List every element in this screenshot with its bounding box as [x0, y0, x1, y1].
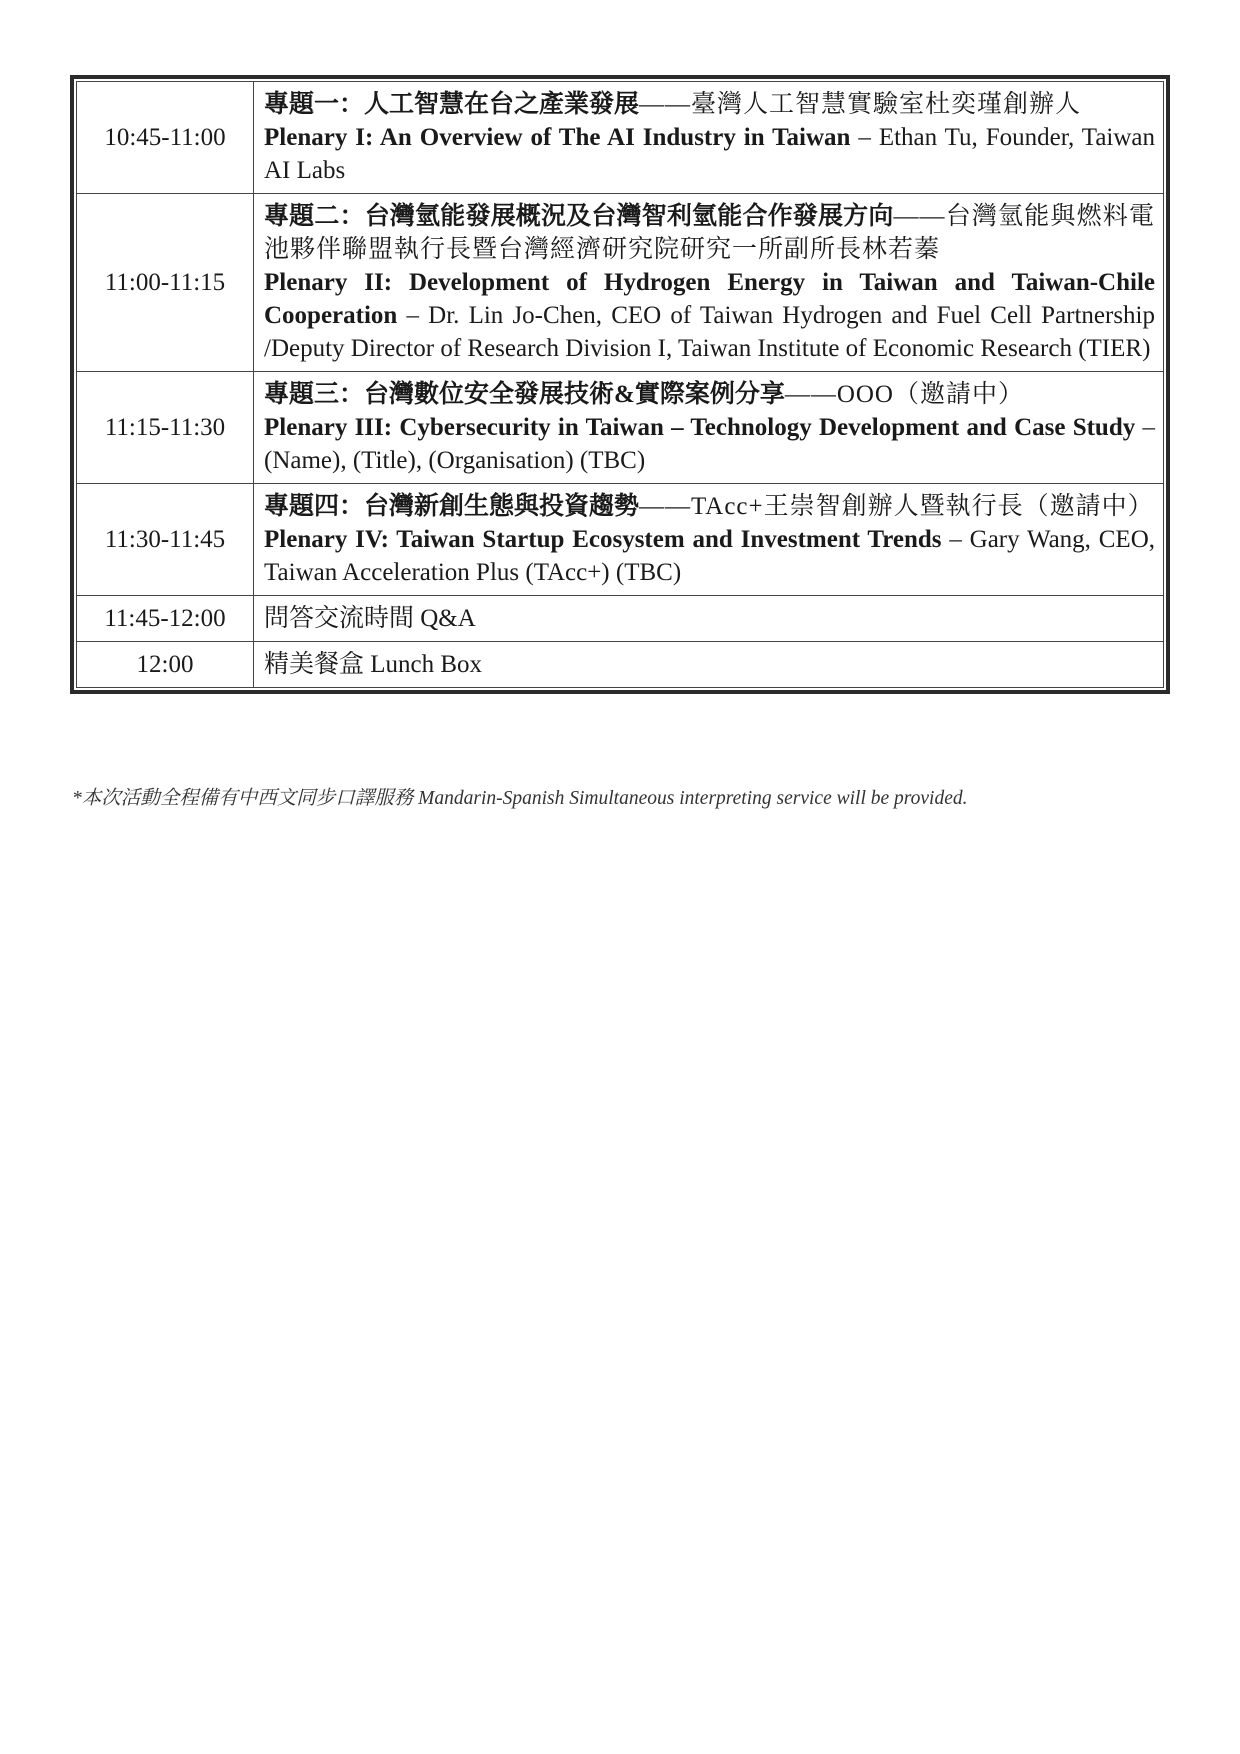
en-line — [264, 523, 1155, 589]
en-speaker: – Dr. Lin Jo-Chen, CEO of Taiwan Hydrogen and Fuel Cell Partnership /Deputy Director of Research Division I, Taiwan Institute of Economic Research (TIER) — [264, 302, 1155, 362]
time-cell: 11:15-11:30 — [77, 372, 254, 484]
zh-session-title: 專題三：台灣數位安全發展技術&實際案例分享 — [264, 381, 785, 408]
time-cell: 11:00-11:15 — [77, 194, 254, 372]
zh-session-title: 專題四：台灣新創生態與投資趨勢 — [264, 493, 640, 520]
zh-speaker: ——臺灣人工智慧實驗室杜奕瑾創辦人 — [639, 91, 1082, 118]
zh-line — [264, 88, 1155, 121]
zh-speaker: ——TAcc+王崇智創辦人暨執行長（邀請中） — [639, 493, 1154, 520]
time-cell: 11:45-12:00 — [77, 596, 254, 642]
table-row — [77, 596, 1164, 642]
session-cell — [254, 82, 1164, 194]
table-row — [77, 194, 1164, 372]
time-cell: 10:45-11:00 — [77, 82, 254, 194]
session-cell — [254, 372, 1164, 484]
en-line — [264, 411, 1155, 477]
en-speaker: – (Name), (Title), (Organisation) (TBC) — [264, 414, 1156, 474]
en-session-title: Plenary I: An Overview of The AI Industry in Taiwan — [264, 124, 851, 151]
zh-speaker: ——台灣氫能與燃料電池夥伴聯盟執行長暨台灣經濟研究院研究一所副所長林若蓁 — [264, 203, 1155, 263]
agenda-table — [76, 81, 1164, 688]
en-speaker: – Ethan Tu, Founder, Taiwan AI Labs — [264, 124, 1156, 184]
zh-speaker: ——OOO（邀請中） — [784, 381, 1024, 408]
session-cell — [254, 484, 1164, 596]
zh-session-title: 專題二：台灣氫能發展概況及台灣智利氫能合作發展方向 — [264, 203, 894, 230]
table-row — [77, 82, 1164, 194]
en-session-title: Plenary II: Development of Hydrogen Energy in Taiwan and Taiwan-Chile Cooperation — [264, 269, 1155, 329]
en-session-title: Plenary III: Cybersecurity in Taiwan – Technology Development and Case Study — [264, 414, 1136, 441]
en-session-title: Plenary IV: Taiwan Startup Ecosystem and Investment Trends — [264, 526, 942, 553]
session-cell — [254, 194, 1164, 372]
time-cell: 12:00 — [77, 642, 254, 688]
table-row — [77, 642, 1164, 688]
en-speaker: – Gary Wang, CEO, Taiwan Acceleration Plus (TAcc+) (TBC) — [264, 526, 1156, 586]
en-line — [264, 121, 1155, 187]
en-line — [264, 266, 1155, 365]
time-cell: 11:30-11:45 — [77, 484, 254, 596]
session-cell: 精美餐盒 Lunch Box — [254, 642, 1164, 688]
table-row — [77, 484, 1164, 596]
zh-line — [264, 490, 1155, 523]
table-row — [77, 372, 1164, 484]
interpreting-footnote: *本次活動全程備有中西文同步口譯服務 Mandarin-Spanish Simultaneous interpreting service will be provided. — [72, 788, 968, 809]
zh-line — [264, 378, 1155, 411]
zh-session-title: 專題一：人工智慧在台之產業發展 — [264, 91, 640, 118]
session-cell: 問答交流時間 Q&A — [254, 596, 1164, 642]
zh-line — [264, 200, 1155, 266]
agenda-table-frame — [70, 75, 1170, 694]
